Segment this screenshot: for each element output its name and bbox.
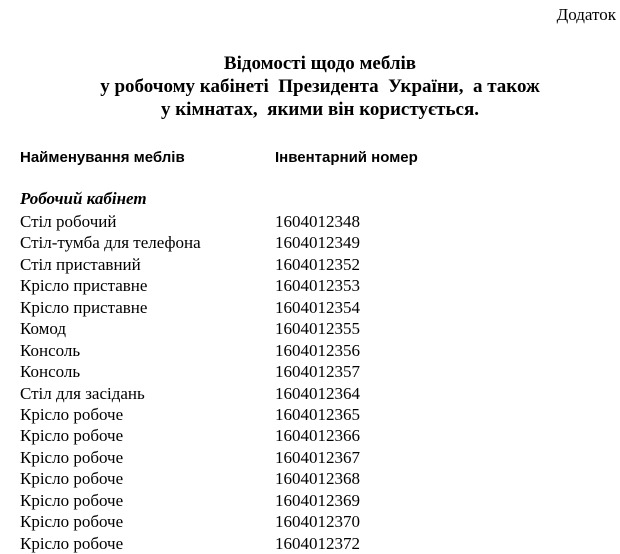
furniture-name: Крісло робоче (20, 447, 124, 467)
table-row (20, 447, 620, 468)
inventory-number: 1604012355 (275, 319, 360, 339)
inventory-number: 1604012357 (275, 362, 360, 382)
inventory-number: 1604012356 (275, 340, 360, 360)
table-row (20, 275, 620, 296)
table-row (20, 404, 620, 425)
table-row (20, 297, 620, 318)
section-title: Робочий кабінет (20, 189, 147, 208)
table-row (20, 254, 620, 275)
furniture-name: Крісло приставне (20, 276, 148, 296)
document-title (0, 52, 620, 121)
table-row (20, 490, 620, 511)
table-row (20, 383, 620, 404)
title-line: Відомості щодо меблів (223, 53, 417, 74)
furniture-name: Крісло приставне (20, 297, 148, 317)
furniture-name: Стіл для засідань (20, 383, 145, 403)
inventory-number: 1604012348 (275, 212, 360, 231)
furniture-name: Крісло робоче (20, 490, 124, 510)
inventory-number: 1604012367 (275, 447, 360, 467)
table-row (20, 533, 620, 554)
furniture-list (20, 211, 620, 554)
inventory-number: 1604012354 (275, 297, 360, 317)
title-line: у кімнатах, якими він користується. (160, 99, 480, 120)
table-row (20, 340, 620, 361)
table-row (20, 425, 620, 446)
inventory-number: 1604012368 (275, 469, 360, 489)
title-line: у робочому кабінеті Президента України, а також (100, 76, 540, 97)
appendix-label: Додаток (556, 5, 616, 24)
furniture-name: Стіл приставний (20, 254, 141, 274)
furniture-name: Стіл-тумба для телефона (20, 233, 201, 253)
inventory-number: 1604012352 (275, 254, 360, 274)
table-row (20, 468, 620, 489)
column-header-inventory: Інвентарний номер (275, 149, 418, 166)
table-row (20, 211, 620, 232)
column-header-name: Найменування меблів (20, 149, 185, 166)
table-row (20, 232, 620, 253)
table-row (20, 318, 620, 339)
inventory-number: 1604012353 (275, 276, 360, 296)
furniture-name: Консоль (20, 362, 81, 382)
furniture-name: Крісло робоче (20, 512, 124, 532)
inventory-number: 1604012364 (275, 383, 360, 403)
inventory-number: 1604012366 (275, 426, 360, 446)
furniture-name: Стіл робочий (20, 212, 117, 231)
inventory-number: 1604012370 (275, 512, 360, 532)
inventory-number: 1604012372 (275, 533, 360, 553)
furniture-name: Крісло робоче (20, 533, 124, 553)
furniture-name: Крісло робоче (20, 404, 124, 424)
table-row (20, 511, 620, 532)
furniture-name: Консоль (20, 340, 81, 360)
furniture-name: Крісло робоче (20, 469, 124, 489)
furniture-name: Комод (20, 319, 67, 339)
table-row (20, 361, 620, 382)
inventory-number: 1604012369 (275, 490, 360, 510)
inventory-number: 1604012349 (275, 233, 360, 253)
furniture-name: Крісло робоче (20, 426, 124, 446)
inventory-number: 1604012365 (275, 404, 360, 424)
